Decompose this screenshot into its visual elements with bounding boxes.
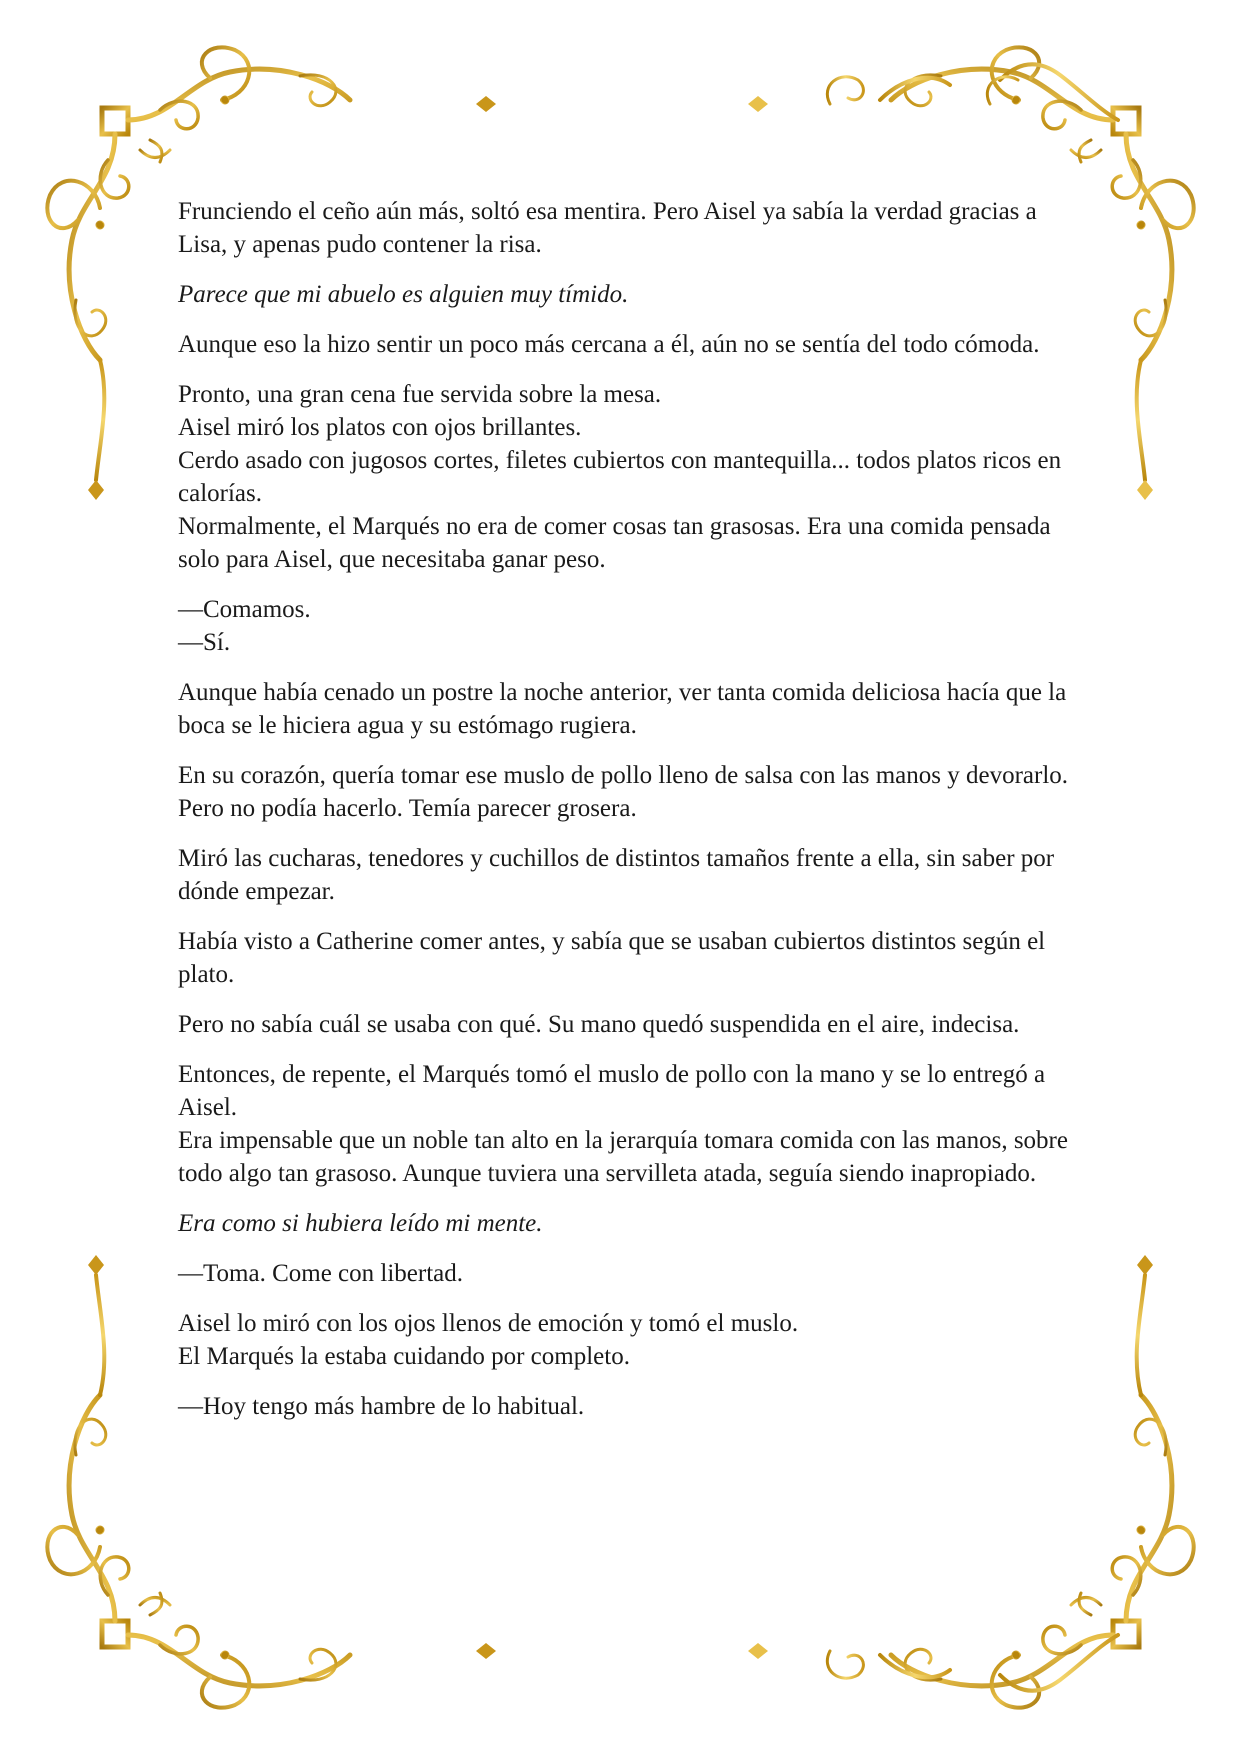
text-line: —Sí.	[178, 629, 231, 656]
paragraph	[178, 328, 1078, 361]
text-line: Aunque había cenado un postre la noche anterior, ver tanta comida deliciosa hacía que la boca se le hiciera agua y su estómago rugiera.	[178, 679, 1067, 739]
text-line: —Comamos.	[178, 596, 311, 623]
paragraph	[178, 1008, 1078, 1041]
text-line: Normalmente, el Marqués no era de comer cosas tan grasosas. Era una comida pensada solo para Aisel, que necesitaba ganar peso.	[178, 513, 1051, 573]
text-line: Aisel lo miró con los ojos llenos de emoción y tomó el muslo.	[178, 1310, 799, 1337]
text-line: Aisel miró los platos con ojos brillantes.	[178, 414, 582, 441]
paragraph	[178, 1390, 1078, 1423]
paragraph	[178, 676, 1078, 742]
paragraph	[178, 759, 1078, 825]
paragraph	[178, 1207, 1078, 1240]
text-line: Frunciendo el ceño aún más, soltó esa mentira. Pero Aisel ya sabía la verdad gracias a Lisa, y apenas pudo contener la risa.	[178, 198, 1037, 258]
paragraph	[178, 1058, 1078, 1190]
paragraph	[178, 1307, 1078, 1373]
text-line: Cerdo asado con jugosos cortes, filetes cubiertos con mantequilla... todos platos ricos en calorías.	[178, 447, 1062, 507]
text-line: Pero no sabía cuál se usaba con qué. Su mano quedó suspendida en el aire, indecisa.	[178, 1011, 1020, 1038]
text-line: Aunque eso la hizo sentir un poco más cercana a él, aún no se sentía del todo cómoda.	[178, 331, 1040, 358]
text-line: Pronto, una gran cena fue servida sobre la mesa.	[178, 381, 662, 408]
left-border	[88, 360, 104, 1395]
paragraph	[178, 278, 1078, 311]
text-line: Era como si hubiera leído mi mente.	[178, 1210, 543, 1237]
text-line: Entonces, de repente, el Marqués tomó el muslo de pollo con la mano y se lo entregó a Aisel.	[178, 1061, 1046, 1121]
paragraph	[178, 195, 1078, 261]
paragraph	[178, 1257, 1078, 1290]
paragraph	[178, 593, 1078, 659]
corner-ornament-bottom-right	[891, 1395, 1194, 1708]
paragraph	[178, 925, 1078, 991]
text-line: Parece que mi abuelo es alguien muy tímido.	[178, 281, 629, 308]
text-line: —Hoy tengo más hambre de lo habitual.	[178, 1393, 585, 1420]
text-line: El Marqués la estaba cuidando por completo.	[178, 1343, 630, 1370]
text-line: Miró las cucharas, tenedores y cuchillos de distintos tamaños frente a ella, sin saber por dónde empezar.	[178, 845, 1055, 905]
corner-ornament-bottom-left	[47, 1395, 350, 1708]
text-line: —Toma. Come con libertad.	[178, 1260, 463, 1287]
right-border	[1137, 360, 1153, 1395]
paragraph	[178, 842, 1078, 908]
page-body-text	[178, 195, 1078, 1440]
text-line: Era impensable que un noble tan alto en la jerarquía tomara comida con las manos, sobre todo algo tan grasoso. Aunque tuviera una servilleta atada, seguía siendo inapropiado.	[178, 1127, 1068, 1187]
paragraph	[178, 378, 1078, 576]
text-line: En su corazón, quería tomar ese muslo de pollo lleno de salsa con las manos y devorarlo. Pero no podía hacerlo. Temía parecer grosera.	[178, 762, 1069, 822]
text-line: Había visto a Catherine comer antes, y sabía que se usaban cubiertos distintos según el plato.	[178, 928, 1046, 988]
